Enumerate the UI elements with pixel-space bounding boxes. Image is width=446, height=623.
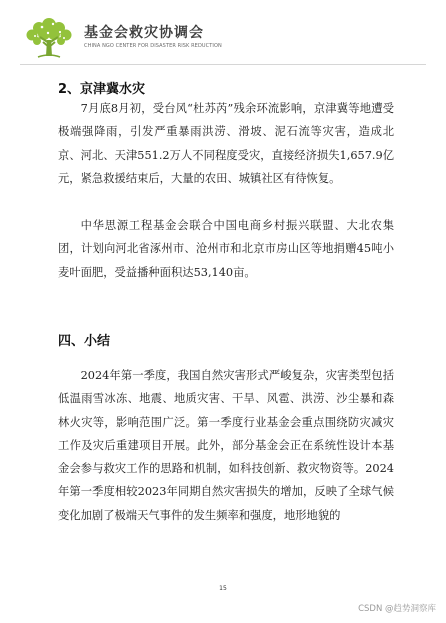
- tree-logo-icon: [20, 16, 78, 60]
- watermark: CSDN @趋势洞察库: [358, 604, 436, 614]
- header-divider: [20, 64, 426, 65]
- section-heading-flood: 2、京津冀水灾: [58, 82, 146, 97]
- paragraph-summary-1: 2024年第一季度，我国自然灾害形式严峻复杂，灾害类型包括低温雨雪冰冻、地震、地质灾害、干旱、风雹、洪涝、沙尘暴和森林火灾等，影响范围广泛。第一季度行业基金会重点围绕防灾减灾工作及灾后重建项目开展。此外，部分基金会正在系统性设计本基金会参与救灾工作的思路和机制，如科技创新、救灾物资等。2024年第一季度相较2023年同期自然灾害损失的增加，反映了全球气候变化加剧了极端天气事件的发生频率和强度，地形地貌的: [58, 369, 394, 522]
- paragraph-flood-2: 中华思源工程基金会联合中国电商乡村振兴联盟、大北农集团，计划向河北省涿州市、沧州市和北京市房山区等地捐赠45吨小麦叶面肥，受益播种面积达53,140亩。: [58, 219, 394, 279]
- page-number: 15: [219, 585, 227, 592]
- paragraph-flood-1: 7月底8月初，受台风“杜苏芮”残余环流影响，京津冀等地遭受极端强降雨，引发严重暴雨洪涝、滑坡、泥石流等灾害，造成北京、河北、天津551.2万人不同程度受灾，直接经济损失1,657.9亿元，紧急救援结束后，大量的农田、城镇社区有待恢复。: [58, 102, 394, 185]
- org-name-cn: 基金会救灾协调会: [84, 25, 204, 41]
- section-heading-summary: 四、小结: [58, 334, 111, 349]
- org-name-en: CHINA NGO CENTER FOR DISASTER RISK REDUCTION: [84, 43, 222, 49]
- page-header: [20, 16, 426, 60]
